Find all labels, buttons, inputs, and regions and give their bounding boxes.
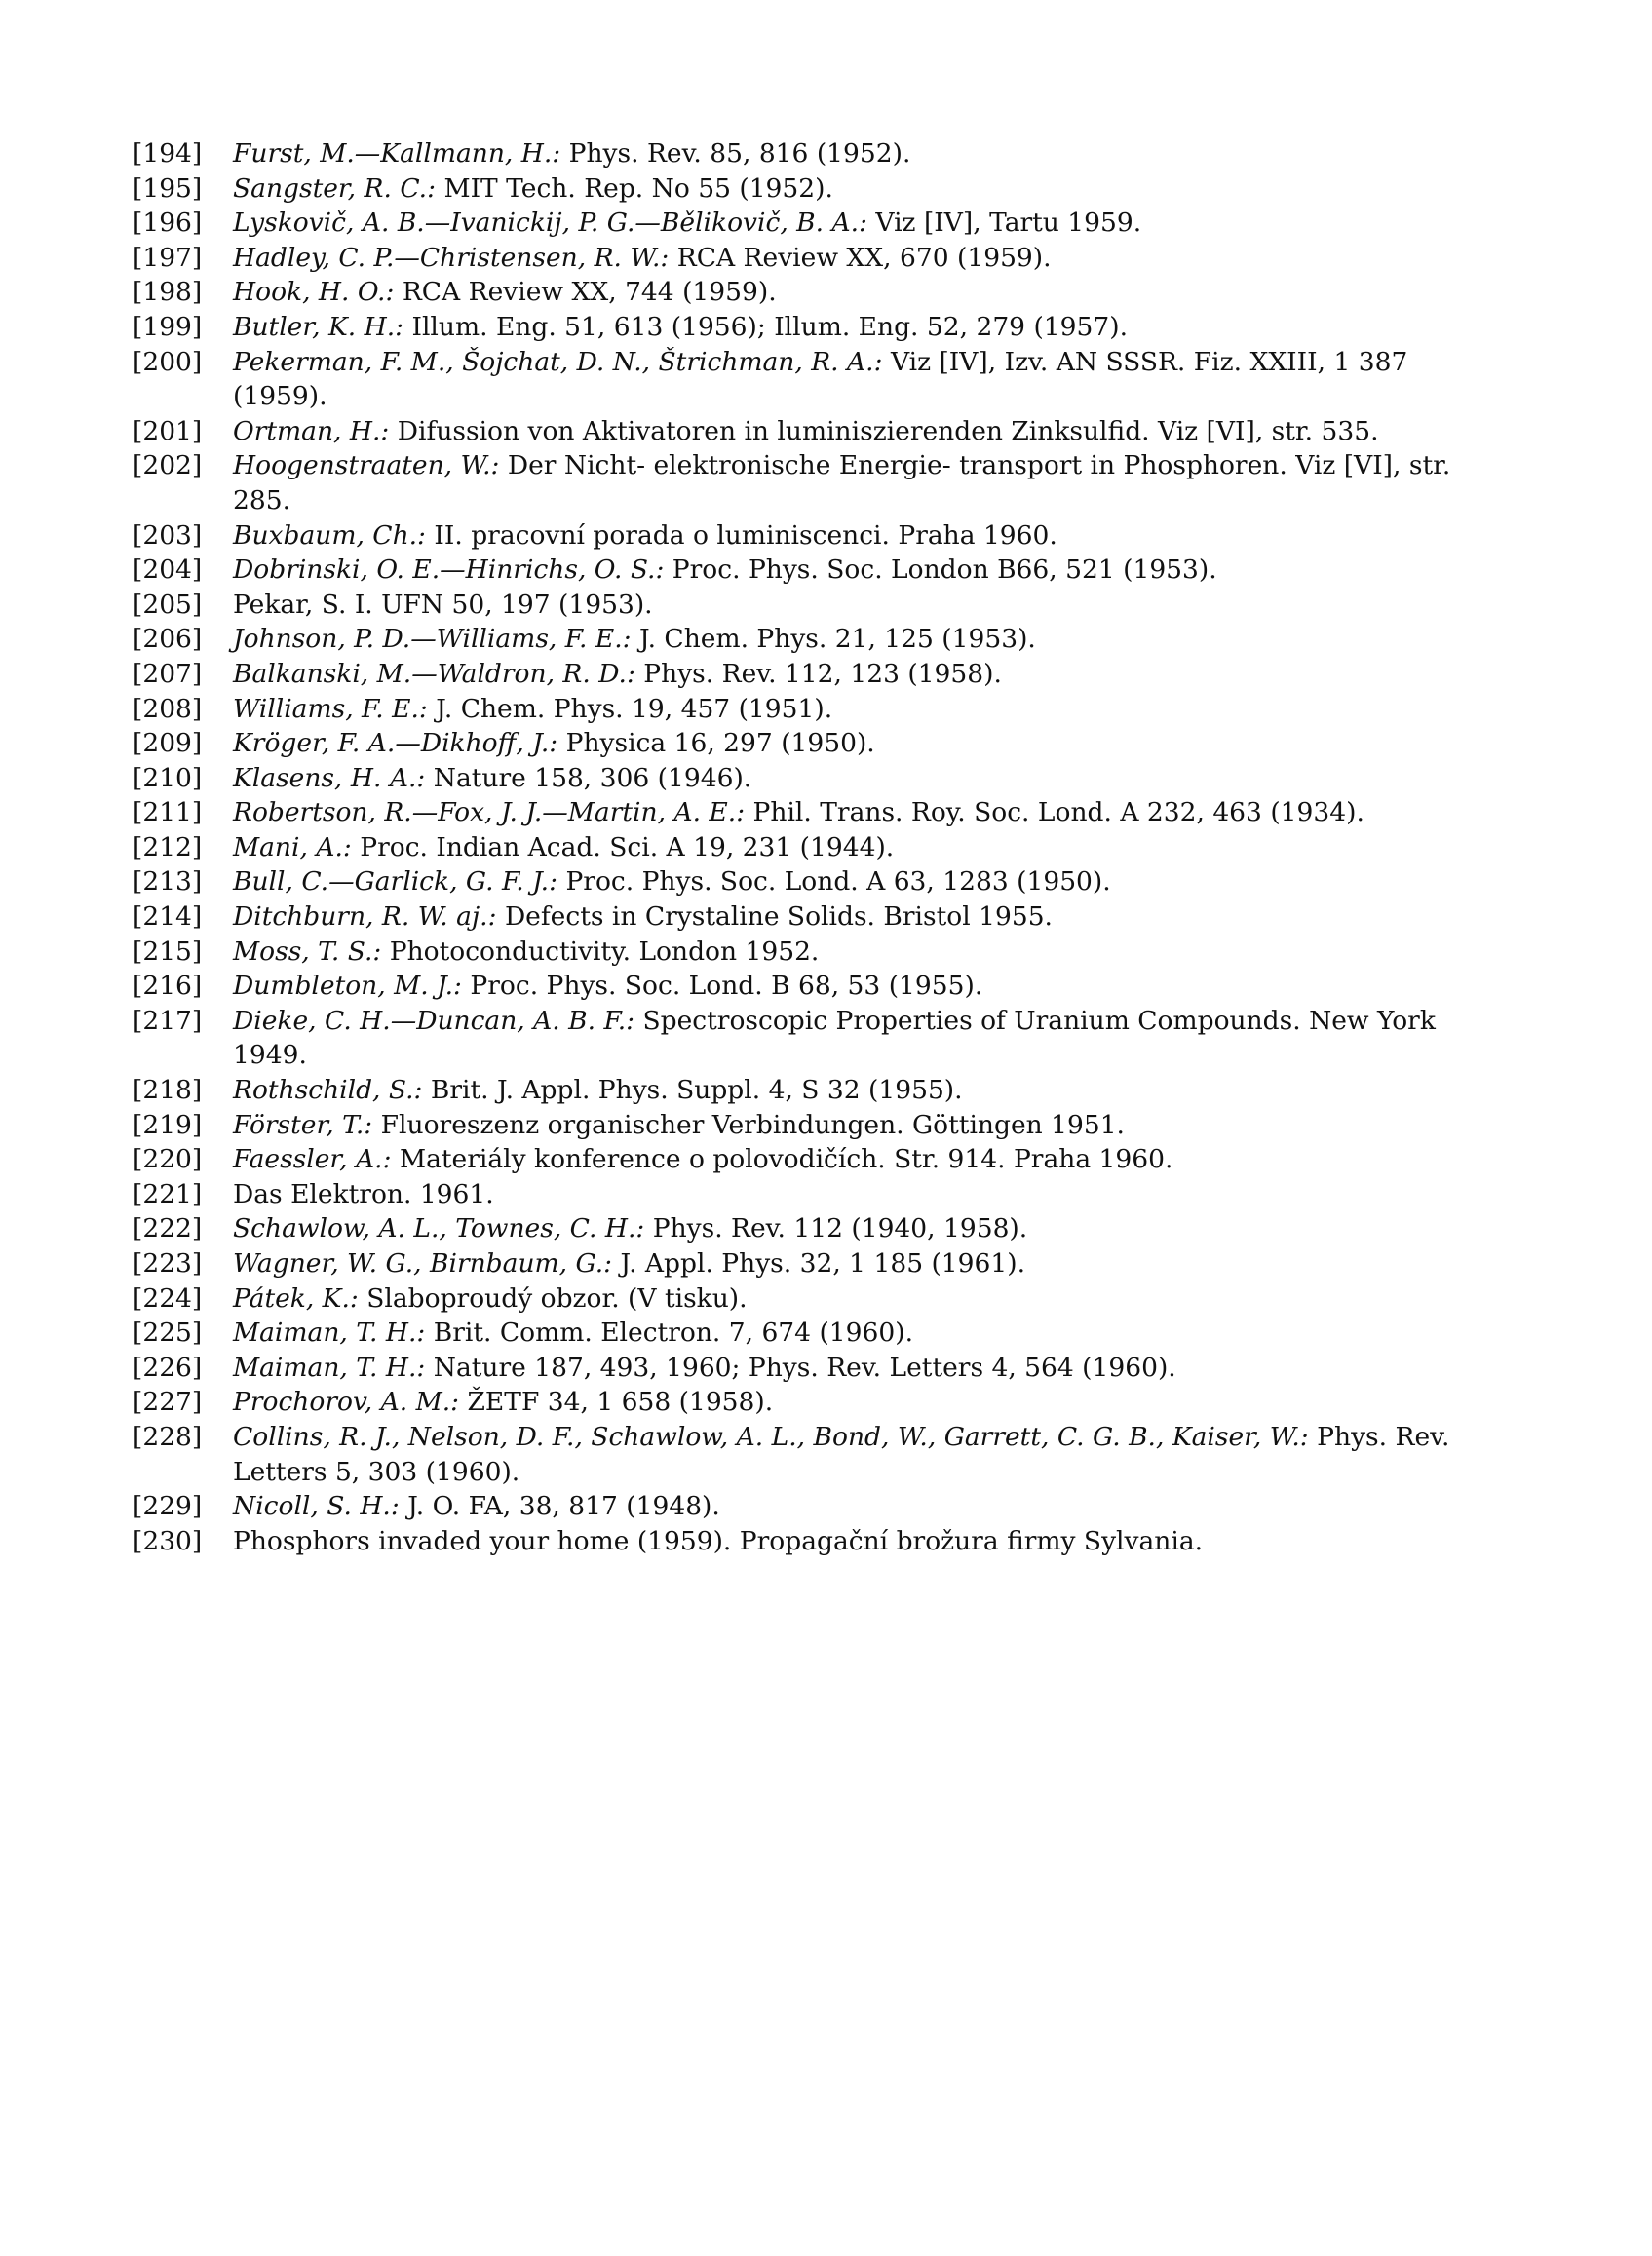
reference-citation: Illum. Eng. 51, 613 (1956); Illum. Eng. 52, 279 (1957). [403,311,1129,342]
reference-entry [133,1281,1478,1317]
reference-number: [218] [133,1075,203,1106]
reference-citation: Das Elektron. 1961. [233,1178,494,1209]
reference-number: [214] [133,901,203,933]
reference-entry [133,1420,1478,1489]
reference-citation: Viz [IV], Tartu 1959. [866,208,1142,239]
reference-citation: Fluoreszenz organischer Verbindungen. Göttingen 1951. [372,1109,1125,1140]
reference-citation: II. pracovní porada o luminiscenci. Praha 1960. [426,519,1057,551]
reference-number: [213] [133,866,203,898]
reference-authors: Dobrinski, O. E.—Hinrichs, O. S.: [233,554,665,586]
reference-number: [230] [133,1525,203,1556]
reference-entry [133,1211,1478,1246]
reference-citation: Nature 187, 493, 1960; Phys. Rev. Letters 4, 564 (1960). [425,1352,1176,1383]
reference-authors: Ortman, H.: [233,415,390,446]
reference-entry [133,969,1478,1004]
reference-number: [217] [133,1005,203,1036]
reference-authors: Williams, F. E.: [233,693,428,724]
reference-citation: Nature 158, 306 (1946). [425,762,752,793]
reference-authors: Dumbleton, M. J.: [233,971,462,1002]
reference-authors: Nicoll, S. H.: [233,1491,400,1522]
reference-authors: Wagner, W. G., Birnbaum, G.: [233,1248,613,1279]
reference-citation: J. Chem. Phys. 19, 457 (1951). [427,693,833,724]
reference-number: [198] [133,277,203,308]
reference-entry [133,1142,1478,1177]
reference-number: [227] [133,1387,203,1418]
reference-number: [202] [133,450,203,481]
reference-citation: Materiály konference o polovodičích. Str. 914. Praha 1960. [391,1144,1173,1175]
reference-entry [133,1385,1478,1420]
reference-authors: Pátek, K.: [233,1282,359,1314]
reference-authors: Schawlow, A. L., Townes, C. H.: [233,1213,645,1244]
reference-entry [133,657,1478,692]
reference-entry [133,1004,1478,1073]
reference-number: [208] [133,693,203,724]
reference-entry [133,1524,1478,1559]
reference-number: [197] [133,242,203,273]
reference-entry [133,1351,1478,1386]
reference-authors: Faessler, A.: [233,1144,392,1175]
reference-citation: Brit. J. Appl. Phys. Suppl. 4, S 32 (1955). [422,1075,963,1106]
reference-authors: Furst, M.—Kallmann, H.: [233,138,561,169]
reference-citation: Photoconductivity. London 1952. [381,936,820,967]
reference-number: [203] [133,519,203,551]
reference-citation: MIT Tech. Rep. No 55 (1952). [436,172,833,204]
reference-entry [133,1316,1478,1351]
reference-number: [224] [133,1282,203,1314]
reference-entry [133,241,1478,276]
reference-entry [133,310,1478,345]
reference-citation: Phosphors invaded your home (1959). Propagační brožura firmy Sylvania. [233,1525,1204,1556]
reference-authors: Prochorov, A. M.: [233,1387,460,1418]
reference-authors: Ditchburn, R. W. aj.: [233,901,497,933]
reference-number: [201] [133,415,203,446]
reference-citation: Pekar, S. I. UFN 50, 197 (1953). [233,589,653,620]
reference-authors: Rothschild, S.: [233,1075,423,1106]
reference-authors: Sangster, R. C.: [233,172,437,204]
reference-citation: Phys. Rev. 112 (1940, 1958). [644,1213,1028,1244]
reference-citation: Proc. Indian Acad. Sci. A 19, 231 (1944). [351,831,895,862]
reference-entry [133,1489,1478,1524]
reference-citation: Phys. Rev. 112, 123 (1958). [634,658,1002,689]
reference-number: [210] [133,762,203,793]
reference-number: [229] [133,1491,203,1522]
reference-entry [133,864,1478,899]
reference-citation: RCA Review XX, 744 (1959). [394,277,777,308]
reference-number: [211] [133,797,203,828]
reference-number: [222] [133,1213,203,1244]
reference-authors: Bull, C.—Garlick, G. F. J.: [233,866,558,898]
reference-authors: Pekerman, F. M., Šojchat, D. N., Štrichman, R. A.: [233,346,883,377]
reference-citation: Difussion von Aktivatoren in luminiszierenden Zinksulfid. Viz [VI], str. 535. [389,415,1379,446]
reference-citation: J. Appl. Phys. 32, 1 185 (1961). [612,1248,1026,1279]
reference-authors: Robertson, R.—Fox, J. J.—Martin, A. E.: [233,797,746,828]
reference-entry [133,935,1478,970]
reference-entry [133,588,1478,623]
reference-number: [200] [133,346,203,377]
reference-number: [216] [133,971,203,1002]
reference-citation: RCA Review XX, 670 (1959). [669,242,1052,273]
reference-citation: Viz [IV], Izv. AN SSSR. Fiz. XXIII, 1 387 (1959). [233,346,1416,412]
reference-citation: Proc. Phys. Soc. Lond. A 63, 1283 (1950). [557,866,1111,898]
reference-entry [133,761,1478,796]
reference-entry [133,448,1478,517]
reference-authors: Maiman, T. H.: [233,1352,426,1383]
reference-authors: Klasens, H. A.: [233,762,426,793]
reference-authors: Collins, R. J., Nelson, D. F., Schawlow, A. L., Bond, W., Garrett, C. G. B., Kaiser, W.: [233,1421,1309,1452]
reference-entry [133,172,1478,207]
reference-citation: Defects in Crystaline Solids. Bristol 1955. [496,901,1053,933]
reference-authors: Kröger, F. A.—Dikhoff, J.: [233,728,558,759]
reference-authors: Hoogenstraaten, W.: [233,450,500,481]
reference-entry [133,795,1478,830]
reference-number: [196] [133,208,203,239]
reference-number: [206] [133,624,203,655]
reference-entry [133,692,1478,727]
reference-citation: Brit. Comm. Electron. 7, 674 (1960). [425,1318,913,1349]
reference-number: [209] [133,728,203,759]
reference-number: [212] [133,831,203,862]
reference-citation: J. Chem. Phys. 21, 125 (1953). [631,624,1036,655]
reference-authors: Johnson, P. D.—Williams, F. E.: [233,624,632,655]
reference-entry [133,1177,1478,1212]
reference-citation: Phys. Rev. Letters 5, 303 (1960). [233,1421,1458,1487]
reference-number: [223] [133,1248,203,1279]
reference-authors: Förster, T.: [233,1109,373,1140]
reference-authors: Moss, T. S.: [233,936,382,967]
reference-entry [133,275,1478,310]
reference-entry [133,553,1478,588]
reference-authors: Maiman, T. H.: [233,1318,426,1349]
reference-entry [133,899,1478,935]
reference-number: [195] [133,172,203,204]
reference-number: [221] [133,1178,203,1209]
reference-authors: Butler, K. H.: [233,311,404,342]
reference-entry [133,206,1478,241]
reference-entry [133,518,1478,554]
reference-number: [204] [133,554,203,586]
reference-number: [207] [133,658,203,689]
reference-authors: Balkanski, M.—Waldron, R. D.: [233,658,635,689]
reference-authors: Buxbaum, Ch.: [233,519,426,551]
reference-number: [228] [133,1421,203,1452]
reference-citation: Spectroscopic Properties of Uranium Compounds. New York 1949. [233,1005,1444,1071]
reference-authors: Hadley, C. P.—Christensen, R. W.: [233,242,670,273]
reference-citation: Physica 16, 297 (1950). [557,728,875,759]
reference-citation: ŽETF 34, 1 658 (1958). [459,1387,774,1418]
reference-entry [133,414,1478,449]
reference-entry [133,1073,1478,1108]
reference-citation: Proc. Phys. Soc. London B66, 521 (1953). [664,554,1217,586]
reference-citation: Phys. Rev. 85, 816 (1952). [560,138,911,169]
reference-number: [219] [133,1109,203,1140]
reference-number: [205] [133,589,203,620]
reference-authors: Mani, A.: [233,831,352,862]
reference-citation: Der Nicht- elektronische Energie- transport in Phosphoren. Viz [VI], str. 285. [233,450,1459,516]
reference-entry [133,830,1478,865]
reference-entry [133,726,1478,761]
reference-entry [133,1108,1478,1143]
reference-citation: Slaboproudý obzor. (V tisku). [358,1282,748,1314]
reference-number: [225] [133,1318,203,1349]
reference-entry [133,622,1478,657]
reference-number: [220] [133,1144,203,1175]
reference-entry [133,136,1478,172]
reference-entry [133,1246,1478,1281]
reference-number: [194] [133,138,203,169]
reference-citation: Phil. Trans. Roy. Soc. Lond. A 232, 463 (1934). [745,797,1364,828]
reference-number: [199] [133,311,203,342]
reference-entry [133,345,1478,414]
reference-citation: J. O. FA, 38, 817 (1948). [399,1491,720,1522]
reference-citation: Proc. Phys. Soc. Lond. B 68, 53 (1955). [461,971,983,1002]
reference-authors: Dieke, C. H.—Duncan, A. B. F.: [233,1005,635,1036]
reference-list [133,136,1478,1558]
reference-number: [226] [133,1352,203,1383]
reference-number: [215] [133,936,203,967]
reference-authors: Lyskovič, A. B.—Ivanickij, P. G.—Bělikovič, B. A.: [233,208,867,239]
reference-authors: Hook, H. O.: [233,277,395,308]
